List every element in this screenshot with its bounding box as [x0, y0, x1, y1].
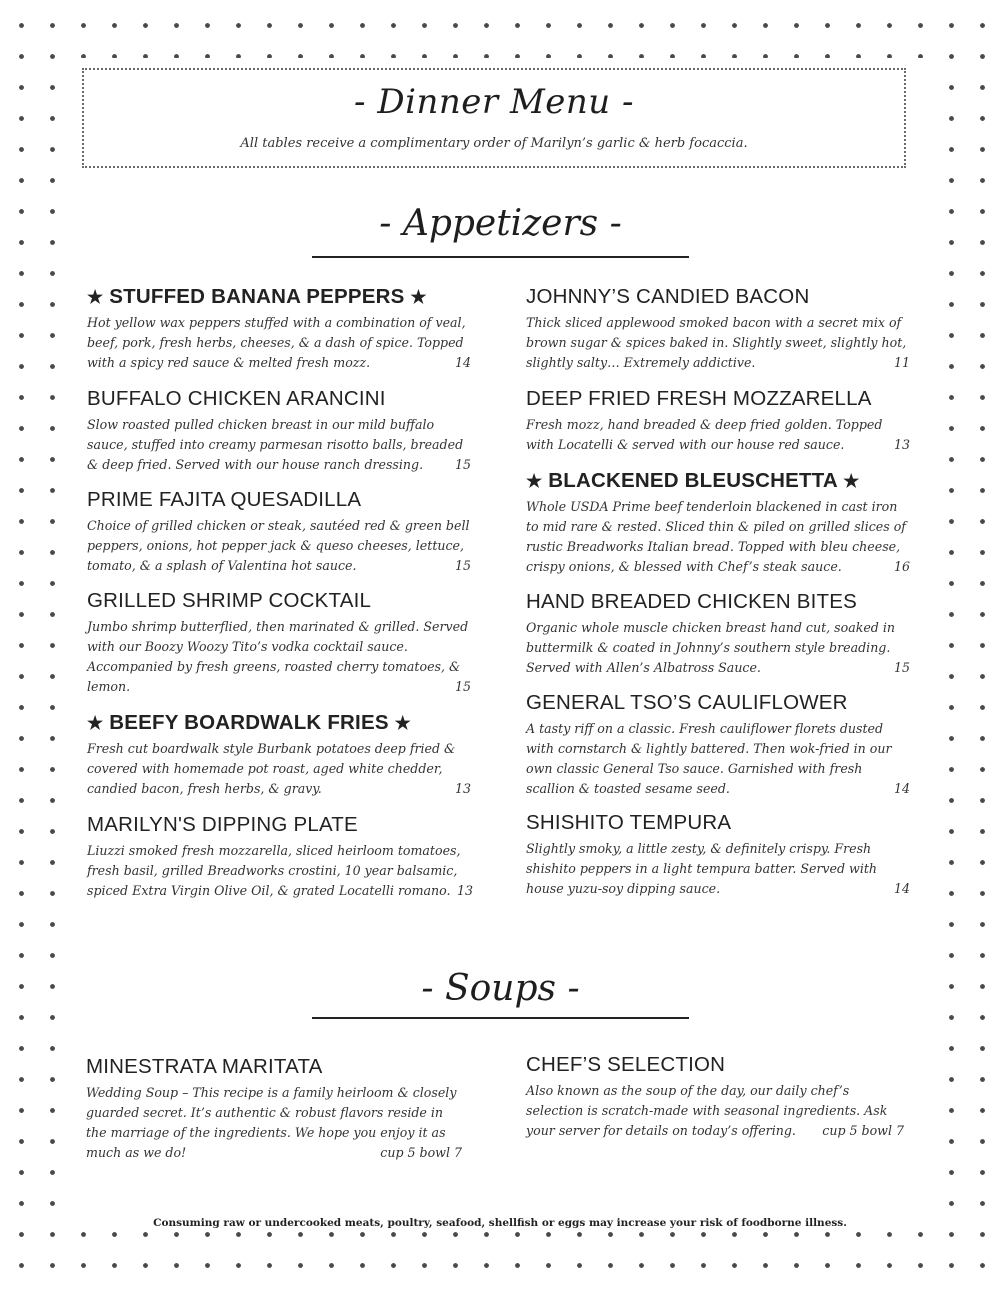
page-title: - Dinner Menu - [354, 82, 634, 122]
menu-item [87, 387, 471, 475]
item-price: 13 [890, 435, 910, 455]
item-price: 11 [890, 353, 910, 373]
item-name: MINESTRATA MARITATA [86, 1055, 323, 1078]
item-description: Also known as the soup of the day, our daily chef’s selection is scratch-made with seasonal ingredients. Ask your server for details on today’s offering. cup 5 bowl 7 [526, 1081, 904, 1141]
item-name: HAND BREADED CHICKEN BITES [526, 590, 857, 613]
item-description: Wedding Soup – This recipe is a family heirloom & closely guarded secret. It’s authentic & robust flavors reside in the marriage of the ingredients. We hope you enjoy it as much as we do! cup 5 bowl 7 [86, 1083, 462, 1163]
item-description: Whole USDA Prime beef tenderloin blackened in cast iron to mid rare & rested. Sliced thin & piled on grilled slices of rustic Breadworks Italian bread. Topped with bleu cheese, crispy onions, & blessed with Chef’s steak sauce. 16 [526, 497, 910, 577]
item-name: GRILLED SHRIMP COCKTAIL [87, 589, 372, 612]
star-icon: ★ [843, 471, 860, 491]
item-price: cup 5 bowl 7 [818, 1121, 904, 1141]
item-name: CHEF’S SELECTION [526, 1053, 726, 1076]
foodborne-illness-notice: Consuming raw or undercooked meats, poultry, seafood, shellfish or eggs may increase your risk of foodborne illness. [153, 1217, 847, 1229]
star-icon: ★ [410, 287, 427, 307]
item-description: Slow roasted pulled chicken breast in our mild buffalo sauce, stuffed into creamy parmesan risotto balls, breaded & deep fried. Served with our house ranch dressing. 15 [87, 415, 471, 475]
item-price: cup 5 bowl 7 [376, 1143, 462, 1163]
menu-item [526, 811, 910, 899]
item-price: 14 [451, 353, 471, 373]
item-price: 14 [890, 879, 910, 899]
item-description: Organic whole muscle chicken breast hand cut, soaked in buttermilk & coated in Johnny’s southern style breading. Served with Allen’s Albatross Sauce. 15 [526, 618, 910, 678]
menu-item [526, 285, 910, 373]
item-name: ★ BEEFY BOARDWALK FRIES ★ [87, 711, 411, 734]
item-description: A tasty riff on a classic. Fresh cauliflower florets dusted with cornstarch & lightly battered. Then wok-fried in our own classic General Tso sauce. Garnished with fresh scallion & toasted sesame seed. 14 [526, 719, 910, 799]
item-price: 15 [451, 455, 471, 475]
soup-item [526, 1053, 904, 1141]
menu-item [87, 285, 471, 373]
item-price: 15 [451, 677, 471, 697]
item-price: 15 [451, 556, 471, 576]
item-description: Fresh cut boardwalk style Burbank potatoes deep fried & covered with homemade pot roast, aged white chedder, candied bacon, fresh herbs, & gravy. 13 [87, 739, 471, 799]
soups-rule [312, 1017, 689, 1019]
item-description: Choice of grilled chicken or steak, sautéed red & green bell peppers, onions, hot pepper jack & queso cheeses, lettuce, tomato, & a splash of Valentina hot sauce. 15 [87, 516, 471, 576]
star-icon: ★ [87, 713, 104, 733]
menu-item [87, 488, 471, 576]
item-name: GENERAL TSO’S CAULIFLOWER [526, 691, 848, 714]
menu-item [87, 813, 473, 901]
star-icon: ★ [394, 713, 411, 733]
item-description: Thick sliced applewood smoked bacon with a secret mix of brown sugar & spices baked in. Slightly sweet, slightly hot, slightly salty… Extremely addictive. 11 [526, 313, 910, 373]
item-name: ★ BLACKENED BLEUSCHETTA ★ [526, 469, 860, 492]
menu-item [526, 387, 910, 455]
item-price: 13 [451, 779, 471, 799]
item-price: 15 [890, 658, 910, 678]
item-name: DEEP FRIED FRESH MOZZARELLA [526, 387, 872, 410]
menu-item [87, 589, 471, 697]
header-subtitle: All tables receive a complimentary order of Marilyn’s garlic & herb focaccia. [240, 136, 748, 151]
menu-item [526, 590, 910, 678]
item-name: BUFFALO CHICKEN ARANCINI [87, 387, 386, 410]
appetizers-title: - Appetizers - [379, 203, 622, 244]
item-name: PRIME FAJITA QUESADILLA [87, 488, 362, 511]
item-description: Jumbo shrimp butterflied, then marinated & grilled. Served with our Boozy Woozy Tito’s vodka cocktail sauce. Accompanied by fresh greens, roasted cherry tomatoes, & lemon. 15 [87, 617, 471, 697]
item-name: JOHNNY’S CANDIED BACON [526, 285, 810, 308]
item-name: SHISHITO TEMPURA [526, 811, 732, 834]
item-description: Slightly smoky, a little zesty, & definitely crispy. Fresh shishito peppers in a light tempura batter. Served with house yuzu-soy dipping sauce. 14 [526, 839, 910, 899]
appetizers-rule [312, 256, 689, 258]
item-description: Hot yellow wax peppers stuffed with a combination of veal, beef, pork, fresh herbs, cheeses, & a dash of spice. Topped with a spicy red sauce & melted fresh mozz. 14 [87, 313, 471, 373]
item-name: MARILYN'S DIPPING PLATE [87, 813, 358, 836]
item-price: 14 [890, 779, 910, 799]
item-name: ★ STUFFED BANANA PEPPERS ★ [87, 285, 427, 308]
menu-item [87, 711, 471, 799]
item-price: 13 [453, 881, 473, 901]
menu-item [526, 469, 910, 577]
star-icon: ★ [526, 471, 543, 491]
soups-title: - Soups - [421, 968, 580, 1009]
header-box [82, 68, 906, 168]
star-icon: ★ [87, 287, 104, 307]
item-description: Liuzzi smoked fresh mozzarella, sliced heirloom tomatoes, fresh basil, grilled Breadworks crostini, 10 year balsamic, spiced Extra Virgin Olive Oil, & grated Locatelli romano. 13 [87, 841, 473, 901]
item-price: 16 [890, 557, 910, 577]
menu-item [526, 691, 910, 799]
item-description: Fresh mozz, hand breaded & deep fried golden. Topped with Locatelli & served with our house red sauce. 13 [526, 415, 910, 455]
soup-item [86, 1055, 462, 1163]
